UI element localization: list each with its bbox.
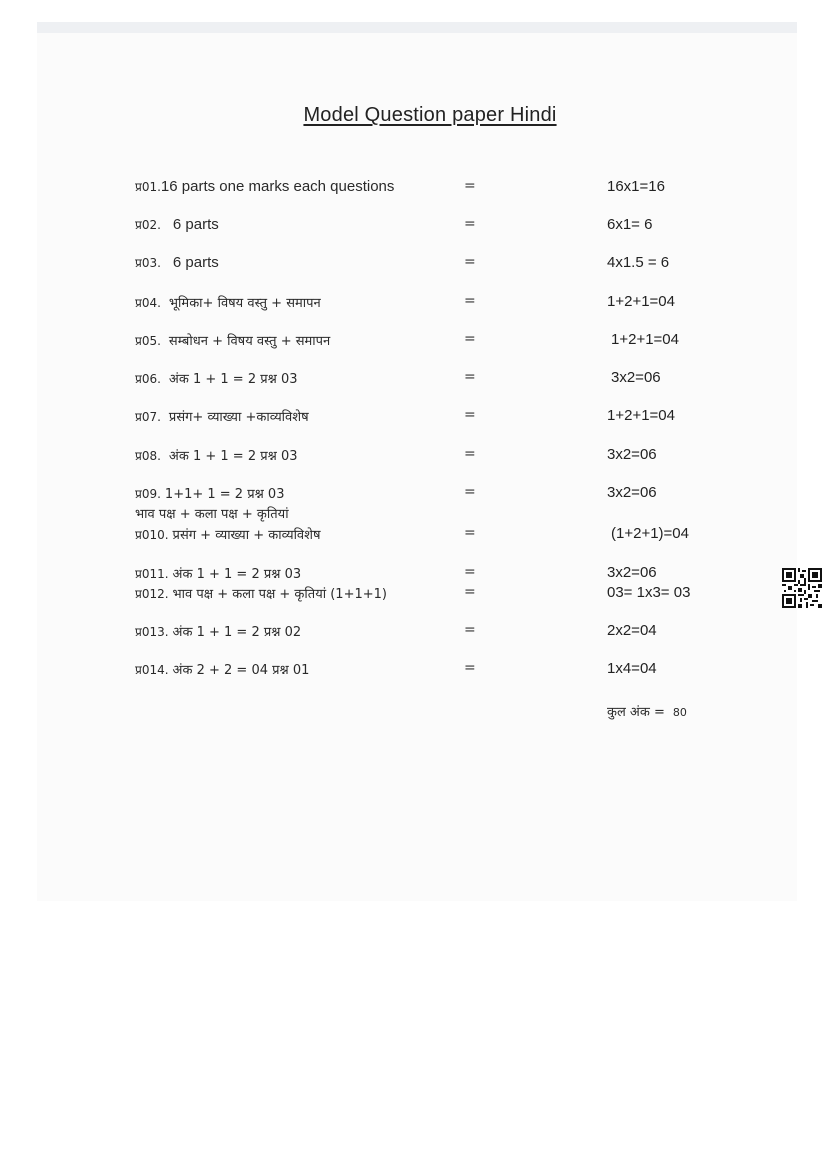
total-label: कुल अंक = [607, 705, 665, 720]
equals-sign: = [464, 660, 476, 676]
marks-value: 2x2=04 [607, 622, 657, 639]
marks-value: 1+2+1=04 [607, 293, 675, 310]
top-strip [37, 22, 797, 33]
question-text: 6 parts [172, 216, 219, 233]
equals-sign: = [464, 178, 476, 194]
marks-value: (1+2+1)=04 [611, 525, 689, 542]
marks-value: 3x2=06 [611, 369, 661, 386]
marks-value: 16x1=16 [607, 178, 665, 195]
question-text: प्रसंग+ व्याख्या +काव्यविशेष [168, 410, 309, 425]
question-number: प्र05. [135, 334, 161, 348]
question-text: अंक 1 + 1 = 2 प्रश्न 02 [172, 625, 302, 640]
question-number: प्र04. [135, 296, 161, 310]
marks-value: 6x1= 6 [607, 216, 653, 233]
question-text: अंक 2 + 2 = 04 प्रश्न 01 [172, 663, 310, 678]
question-text: भाव पक्ष + कला पक्ष + कृतियां [135, 507, 289, 522]
question-row [37, 331, 797, 353]
question-text: अंक 1 + 1 = 2 प्रश्न 03 [172, 567, 302, 582]
question-number: प्र012. [135, 587, 169, 601]
question-number: प्र011. [135, 567, 169, 581]
equals-sign: = [464, 622, 476, 638]
marks-value: 03= 1x3= 03 [607, 584, 691, 601]
total-row [37, 702, 797, 724]
equals-sign: = [464, 525, 476, 541]
question-text: भूमिका+ विषय वस्तु + समापन [168, 296, 321, 311]
qr-code-icon [782, 568, 822, 608]
equals-sign: = [464, 446, 476, 462]
question-row [37, 622, 797, 644]
total-value: 80 [672, 706, 687, 719]
question-row [37, 254, 797, 276]
marks-value: 1x4=04 [607, 660, 657, 677]
question-row [37, 564, 797, 586]
question-row [37, 369, 797, 391]
question-row [37, 446, 797, 468]
question-number: प्र09. [135, 487, 161, 501]
equals-sign: = [464, 331, 476, 347]
question-number: प्र03. [135, 256, 161, 270]
question-row [37, 293, 797, 315]
marks-value: 1+2+1=04 [607, 407, 675, 424]
marks-value: 3x2=06 [607, 564, 657, 581]
question-text: 1+1+ 1 = 2 प्रश्न 03 [164, 487, 285, 502]
document-page [37, 33, 797, 901]
question-row [37, 216, 797, 238]
question-number: प्र013. [135, 625, 169, 639]
question-row [37, 407, 797, 429]
question-number: प्र06. [135, 372, 161, 386]
equals-sign: = [464, 484, 476, 500]
equals-sign: = [464, 216, 476, 232]
question-number: प्र01. [135, 180, 161, 194]
question-text: अंक 1 + 1 = 2 प्रश्न 03 [168, 372, 298, 387]
question-text: 16 parts one marks each questions [160, 178, 395, 195]
marks-value: 3x2=06 [607, 484, 657, 501]
equals-sign: = [464, 369, 476, 385]
question-row [37, 584, 797, 606]
question-row [37, 660, 797, 682]
question-text: भाव पक्ष + कला पक्ष + कृतियां (1+1+1) [172, 587, 387, 602]
question-text: 6 parts [172, 254, 219, 271]
question-text: अंक 1 + 1 = 2 प्रश्न 03 [168, 449, 298, 464]
question-number: प्र02. [135, 218, 161, 232]
question-number: प्र08. [135, 449, 161, 463]
marks-value: 3x2=06 [607, 446, 657, 463]
equals-sign: = [464, 564, 476, 580]
question-text: प्रसंग + व्याख्या + काव्यविशेष [172, 528, 321, 543]
question-text: सम्बोधन + विषय वस्तु + समापन [168, 334, 331, 349]
equals-sign: = [464, 407, 476, 423]
equals-sign: = [464, 584, 476, 600]
question-subline [37, 504, 797, 526]
page-title: Model Question paper Hindi [303, 104, 557, 126]
equals-sign: = [464, 293, 476, 309]
marks-value: 1+2+1=04 [611, 331, 679, 348]
question-number: प्र014. [135, 663, 169, 677]
question-row [37, 484, 797, 506]
question-row [37, 178, 797, 200]
equals-sign: = [464, 254, 476, 270]
marks-value: 4x1.5 = 6 [607, 254, 670, 271]
question-number: प्र010. [135, 528, 169, 542]
question-number: प्र07. [135, 410, 161, 424]
question-row [37, 525, 797, 547]
